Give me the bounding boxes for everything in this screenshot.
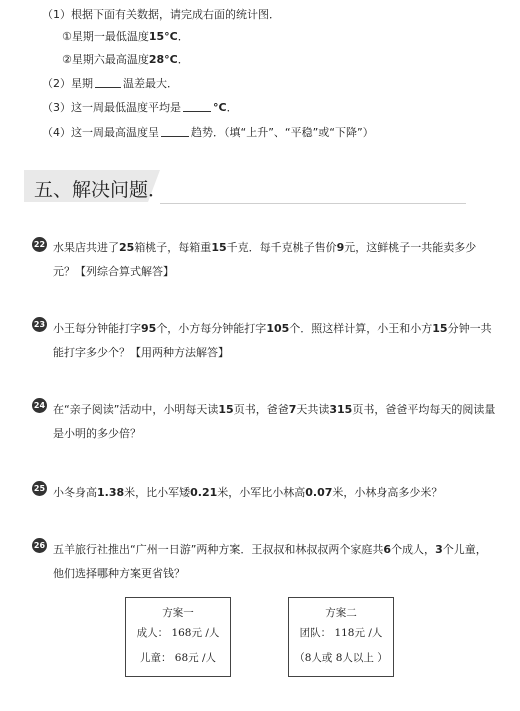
problem-25-line1 [53, 484, 442, 500]
q2-after: 温差最大． [123, 77, 178, 90]
q2-answer-blank[interactable] [95, 77, 121, 88]
q3-after: ． [226, 101, 238, 114]
q1a-suffix: ． [177, 30, 189, 43]
q3-answer-blank[interactable] [183, 101, 211, 112]
p25-seg: 米，小林身高多少米？ [332, 486, 443, 499]
problem-22-line2: 元？【列综合算式解答】 [53, 265, 174, 278]
problem-26-number-badge: 26 [32, 538, 47, 553]
p23-seg: 分钟一共 [447, 322, 492, 335]
p22-seg: 千克．每千克桃子售价 [226, 241, 337, 254]
p22-num: 9 [336, 241, 345, 254]
q1b-line [62, 51, 189, 67]
p22-num: 15 [211, 241, 227, 254]
plan-b-box [288, 597, 394, 677]
p26-num: 6 [383, 543, 392, 556]
p23-num: 95 [141, 322, 157, 335]
p23-seg: 个，小方每分钟能打字 [156, 322, 267, 335]
plan-b-title: 方案二 [325, 607, 357, 619]
problem-26-line2: 他们选择哪种方案更省钱？ [53, 567, 185, 580]
p25-num: 0.21 [190, 486, 218, 499]
q3-line [42, 99, 238, 115]
problem-22-line1 [53, 239, 476, 255]
p23-seg: 个．照这样计算，小王和小方 [289, 322, 433, 335]
problem-23-number-badge: 23 [32, 317, 47, 332]
p26-num: 3 [435, 543, 443, 556]
problem-25-number-badge: 25 [32, 481, 47, 496]
q1-line [42, 6, 280, 22]
q4-before: （4）这一周最高温度呈 [42, 126, 159, 139]
p24-num: 15 [218, 403, 234, 416]
p23-num: 15 [432, 322, 448, 335]
plan-a-adult-price: 成人： 168元 /人 [136, 627, 220, 639]
q2-before: （2）星期 [42, 77, 93, 90]
plan-b-condition: （8人或 8人以上 ） [294, 652, 388, 664]
q1b-text: ②星期六最高温度 [62, 53, 149, 66]
p24-seg: 页书，爸爸 [233, 403, 289, 416]
p25-seg: 米，比小军矮 [124, 486, 191, 499]
q3-before: （3）这一周最低温度平均是 [42, 101, 181, 114]
q1-text: 根据下面有关数据，请完成右面的统计图． [71, 8, 280, 21]
p24-seg: 页书，爸爸平均每天的阅读量 [352, 403, 496, 416]
problem-23-line1 [53, 320, 492, 336]
p22-num: 25 [119, 241, 135, 254]
problem-24-number-badge: 24 [32, 398, 47, 413]
p25-num: 0.07 [305, 486, 333, 499]
p23-seg: 小王每分钟能打字 [53, 322, 141, 335]
q1b-value: 28°C [148, 53, 178, 66]
problem-22-number-badge: 22 [32, 237, 47, 252]
p26-seg: 个成人， [391, 543, 436, 556]
problem-26-line1 [53, 541, 487, 557]
plan-b-team-price: 团队： 118元 /人 [299, 627, 383, 639]
p24-seg: 天共读 [296, 403, 330, 416]
q1a-text: ①星期一最低温度 [62, 30, 149, 43]
problem-24-line1 [53, 401, 495, 417]
p26-seg: 五羊旅行社推出“广州一日游”两种方案．王叔叔和林叔叔两个家庭共 [53, 543, 384, 556]
p22-seg: 箱桃子，每箱重 [134, 241, 212, 254]
p22-seg: 元，这鲜桃子一共能卖多少 [344, 241, 477, 254]
p24-seg: 在“亲子阅读”活动中，小明每天读 [53, 403, 219, 416]
p24-num: 7 [288, 403, 297, 416]
q1a-line [62, 28, 189, 44]
plan-a-box [125, 597, 231, 677]
q2-line [42, 75, 178, 91]
p25-num: 1.38 [97, 486, 125, 499]
problem-24-line2: 是小明的多少倍？ [53, 427, 141, 440]
q3-unit: °C [213, 101, 227, 114]
q4-answer-blank[interactable] [161, 126, 189, 137]
p24-num: 315 [329, 403, 353, 416]
section-divider [160, 203, 466, 204]
p25-seg: 米，小军比小林高 [217, 486, 306, 499]
plan-a-title: 方案一 [162, 607, 194, 619]
p22-seg: 水果店共进了 [53, 241, 119, 254]
plan-a-child-price: 儿童： 68元 /人 [139, 652, 217, 664]
q1b-suffix: ． [177, 53, 189, 66]
problem-23-line2: 能打字多少个？【用两种方法解答】 [53, 346, 229, 359]
p26-seg: 个儿童， [442, 543, 487, 556]
section-title: 五、解决问题． [34, 179, 168, 201]
q1-prefix: （1） [42, 8, 71, 21]
q4-after: 趋势．（填“上升”、“平稳”或“下降”） [191, 126, 374, 139]
p23-num: 105 [266, 322, 290, 335]
q4-line [42, 124, 374, 140]
q1a-value: 15°C [148, 30, 178, 43]
p25-seg: 小冬身高 [53, 486, 97, 499]
